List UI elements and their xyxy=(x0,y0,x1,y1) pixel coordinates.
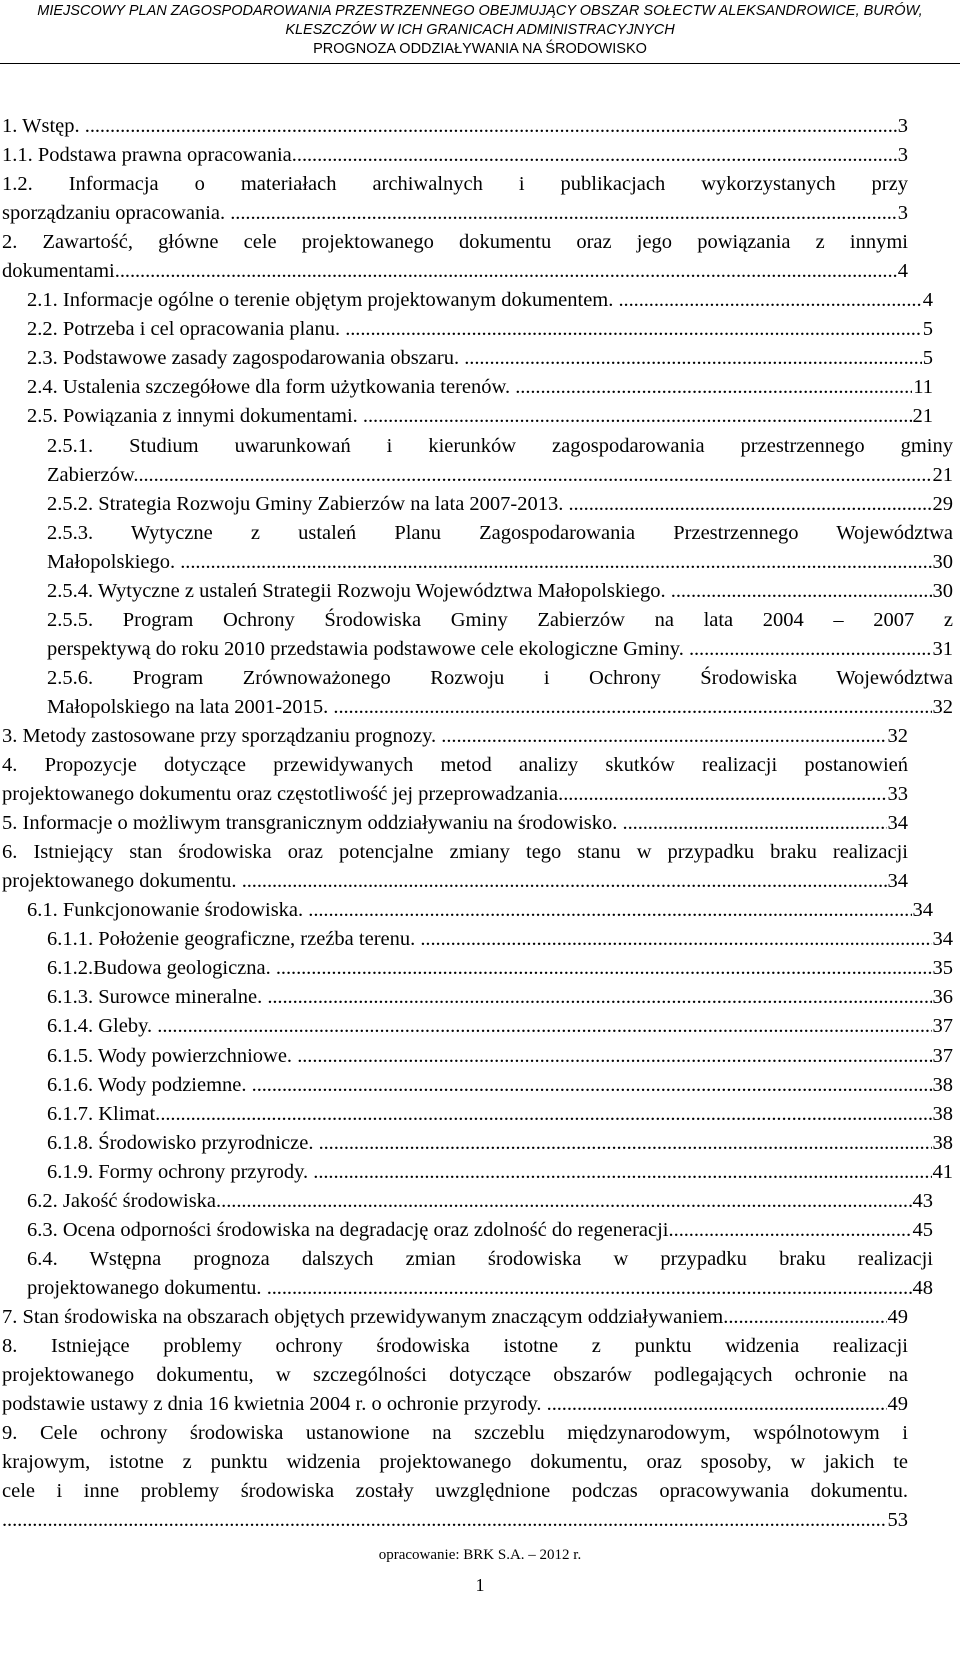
toc-entry-text-line: 2.5.5. Program Ochrony Środowiska Gminy Zabierzów na lata 2004 – 2007 z xyxy=(47,608,953,631)
toc-entry[interactable] xyxy=(0,751,960,809)
toc-dot-leader xyxy=(308,896,911,925)
toc-page-number: 11 xyxy=(913,376,933,399)
document-header xyxy=(0,2,960,59)
toc-entry[interactable] xyxy=(0,606,960,664)
toc-entry-title: dokumentami. xyxy=(2,260,120,283)
toc-dot-leader xyxy=(464,344,922,373)
toc-dot-leader xyxy=(160,1100,931,1129)
toc-entry[interactable] xyxy=(0,432,960,490)
toc-entry-last-line xyxy=(47,461,953,490)
toc-entry[interactable] xyxy=(0,1332,960,1419)
toc-dot-leader xyxy=(252,1071,932,1100)
toc-page-number: 35 xyxy=(932,957,953,980)
toc-entry-last-line xyxy=(27,373,933,402)
toc-entry[interactable] xyxy=(0,722,960,751)
toc-page-number: 3 xyxy=(897,202,908,225)
toc-entry-title: 2.5. Powiązania z innymi dokumentami. xyxy=(27,405,363,428)
toc-entry-title: 6.1.3. Surowce mineralne. xyxy=(47,986,268,1009)
toc-entry-title: 6.1.9. Formy ochrony przyrody. xyxy=(47,1160,314,1183)
toc-entry-title: 1.1. Podstawa prawna opracowania. xyxy=(2,144,297,167)
header-title-line-2: KLESZCZÓW W ICH GRANICACH ADMINISTRACYJNYCH xyxy=(285,22,675,38)
toc-entry[interactable] xyxy=(0,344,960,373)
toc-dot-leader xyxy=(85,112,897,141)
toc-page-number: 32 xyxy=(932,695,953,718)
toc-dot-leader xyxy=(276,954,932,983)
toc-dot-leader xyxy=(157,1012,931,1041)
toc-entry-title: 3. Metody zastosowane przy sporządzaniu prognozy. xyxy=(2,724,442,747)
toc-entry-text-line: 6.4. Wstępna prognoza dalszych zmian środowiska w przypadku braku realizacji xyxy=(27,1247,933,1270)
header-divider xyxy=(0,63,960,64)
toc-dot-leader xyxy=(333,693,931,722)
toc-dot-leader xyxy=(221,1187,911,1216)
toc-page-number: 32 xyxy=(887,724,908,747)
toc-dot-leader xyxy=(515,373,912,402)
toc-page-number: 34 xyxy=(912,899,933,922)
toc-entry-last-line xyxy=(47,1042,953,1071)
toc-entry-title: 6.1. Funkcjonowanie środowiska. xyxy=(27,899,309,922)
toc-dot-leader xyxy=(689,635,932,664)
toc-page-number: 34 xyxy=(887,870,908,893)
toc-entry-text-line: 4. Propozycje dotyczące przewidywanych metod analizy skutków realizacji postanowień xyxy=(2,754,908,777)
toc-entry-last-line xyxy=(2,112,908,141)
toc-entry-title: sporządzaniu opracowania. xyxy=(2,202,231,225)
toc-entry[interactable] xyxy=(0,1071,960,1100)
toc-entry-last-line xyxy=(27,896,933,925)
toc-entry-title: 2.2. Potrzeba i cel opracowania planu. xyxy=(27,318,346,341)
toc-entry-last-line xyxy=(2,1303,908,1332)
toc-entry-last-line xyxy=(27,1216,933,1245)
toc-entry-text-line: 6. Istniejący stan środowiska oraz potencjalne zmiany tego stanu w przypadku braku realizacji xyxy=(2,841,908,864)
toc-dot-leader xyxy=(267,983,931,1012)
toc-entry-text-line: 2. Zawartość, główne cele projektowanego dokumentu oraz jego powiązania z innymi xyxy=(2,231,908,254)
toc-entry-text-line: 2.5.6. Program Zrównoważonego Rozwoju i Ochrony Środowiska Województwa xyxy=(47,666,953,689)
toc-entry[interactable] xyxy=(0,1012,960,1041)
toc-entry-title: 5. Informacje o możliwym transgranicznym oddziaływaniu na środowisko. xyxy=(2,812,623,835)
toc-entry-title: 6.1.7. Klimat. xyxy=(47,1102,161,1125)
toc-dot-leader xyxy=(2,1506,887,1535)
toc-page-number: 34 xyxy=(932,928,953,951)
toc-entry-last-line xyxy=(47,925,953,954)
toc-page-number: 33 xyxy=(887,783,908,806)
toc-page-number: 30 xyxy=(932,579,953,602)
toc-entry-title: projektowanego dokumentu oraz częstotliwość jej przeprowadzania xyxy=(2,783,559,806)
toc-entry-last-line xyxy=(27,286,933,315)
toc-entry-title: 6.1.6. Wody podziemne. xyxy=(47,1073,252,1096)
toc-entry[interactable] xyxy=(0,1245,960,1303)
toc-entry-text-line: 8. Istniejące problemy ochrony środowiska istotne z punktu widzenia realizacji xyxy=(2,1334,908,1357)
toc-page-number: 48 xyxy=(912,1276,933,1299)
toc-entry-text-line: krajowym, istotne z punktu widzenia projektowanego dokumentu, oraz sposoby, w jakich te xyxy=(2,1451,908,1474)
toc-page-number: 3 xyxy=(897,144,908,167)
toc-dot-leader xyxy=(180,548,931,577)
toc-entry-text-line: 2.5.1. Studium uwarunkowań i kierunków zagospodarowania przestrzennego gminy xyxy=(47,434,953,457)
toc-dot-leader xyxy=(120,257,897,286)
toc-entry[interactable] xyxy=(0,1042,960,1071)
toc-entry[interactable] xyxy=(0,809,960,838)
toc-dot-leader xyxy=(363,402,912,431)
toc-entry[interactable] xyxy=(0,373,960,402)
toc-page-number: 53 xyxy=(887,1509,908,1532)
toc-page-number: 30 xyxy=(932,550,953,573)
toc-page-number: 37 xyxy=(932,1044,953,1067)
toc-dot-leader xyxy=(569,490,932,519)
toc-entry[interactable] xyxy=(0,1187,960,1216)
toc-page-number: 38 xyxy=(932,1131,953,1154)
toc-page-number: 29 xyxy=(932,492,953,515)
toc-entry-title: 2.5.4. Wytyczne z ustaleń Strategii Rozwoju Województwa Małopolskiego. xyxy=(47,579,671,602)
toc-dot-leader xyxy=(441,722,886,751)
toc-entry-last-line xyxy=(27,402,933,431)
toc-entry[interactable] xyxy=(0,490,960,519)
toc-entry[interactable] xyxy=(0,519,960,577)
toc-entry-last-line xyxy=(2,199,908,228)
toc-entry[interactable] xyxy=(0,1303,960,1332)
toc-entry[interactable] xyxy=(0,1129,960,1158)
table-of-contents xyxy=(0,112,960,1535)
toc-dot-leader xyxy=(619,286,922,315)
toc-entry-last-line xyxy=(2,867,908,896)
toc-entry[interactable] xyxy=(0,954,960,983)
toc-entry-last-line xyxy=(47,577,953,606)
toc-entry-title: Małopolskiego. xyxy=(47,550,181,573)
toc-page-number: 21 xyxy=(912,405,933,428)
toc-entry-last-line xyxy=(27,1187,933,1216)
toc-page-number: 3 xyxy=(897,115,908,137)
toc-entry-title: projektowanego dokumentu. xyxy=(2,870,242,893)
toc-page-number: 4 xyxy=(922,289,933,312)
toc-entry-last-line xyxy=(47,1158,953,1187)
toc-page-number: 4 xyxy=(897,260,908,283)
toc-entry-last-line xyxy=(47,1071,953,1100)
toc-page-number: 38 xyxy=(932,1073,953,1096)
toc-page-number: 5 xyxy=(922,347,933,370)
toc-entry-last-line xyxy=(2,809,908,838)
toc-entry-last-line xyxy=(2,141,908,170)
page-number: 1 xyxy=(475,1575,485,1595)
toc-entry[interactable] xyxy=(0,315,960,344)
toc-entry-last-line xyxy=(27,315,933,344)
toc-page-number: 43 xyxy=(912,1189,933,1212)
toc-page-number: 41 xyxy=(932,1160,953,1183)
toc-page-number: 49 xyxy=(887,1393,908,1416)
header-title-line-1: MIEJSCOWY PLAN ZAGOSPODAROWANIA PRZESTRZENNEGO OBEJMUJĄCY OBSZAR SOŁECTW ALEKSANDROWICE, BURÓW, xyxy=(37,3,923,19)
toc-dot-leader xyxy=(297,141,897,170)
toc-dot-leader xyxy=(420,925,931,954)
toc-entry-title: podstawie ustawy z dnia 16 kwietnia 2004 r. o ochronie przyrody. xyxy=(2,1393,547,1416)
toc-entry[interactable] xyxy=(0,664,960,722)
toc-entry[interactable] xyxy=(0,286,960,315)
toc-entry-title: projektowanego dokumentu. xyxy=(27,1276,267,1299)
toc-entry[interactable] xyxy=(0,1100,960,1129)
toc-entry-last-line xyxy=(47,693,953,722)
toc-page-number: 34 xyxy=(887,812,908,835)
header-subtitle: PROGNOZA ODDZIAŁYWANIA NA ŚRODOWISKO xyxy=(313,41,647,57)
toc-page-number: 45 xyxy=(912,1218,933,1241)
toc-entry-last-line xyxy=(2,722,908,751)
toc-entry-title: 6.2. Jakość środowiska. xyxy=(27,1189,222,1212)
toc-entry-text-line: 2.5.3. Wytyczne z ustaleń Planu Zagospodarowania Przestrzennego Województwa xyxy=(47,521,953,544)
toc-dot-leader xyxy=(313,1158,931,1187)
toc-entry-title: 6.1.5. Wody powierzchniowe. xyxy=(47,1044,298,1067)
toc-entry[interactable] xyxy=(0,112,960,141)
toc-entry-title: 2.5.2. Strategia Rozwoju Gminy Zabierzów na lata 2007-2013. xyxy=(47,492,569,515)
toc-entry-title: 7. Stan środowiska na obszarach objętych przewidywanym znaczącym oddziaływaniem. xyxy=(2,1305,729,1328)
toc-entry[interactable] xyxy=(0,577,960,606)
toc-entry[interactable] xyxy=(0,402,960,431)
toc-entry[interactable] xyxy=(0,1419,960,1535)
toc-dot-leader xyxy=(242,867,887,896)
toc-dot-leader xyxy=(674,1216,912,1245)
toc-entry[interactable] xyxy=(0,983,960,1012)
toc-entry-title: Zabierzów. xyxy=(47,463,139,486)
toc-entry-text-line: cele i inne problemy środowiska zostały uwzględnione podczas opracowywania dokumentu. xyxy=(2,1480,908,1503)
toc-entry-text-line: 1.2. Informacja o materiałach archiwalnych i publikacjach wykorzystanych przy xyxy=(2,173,908,196)
toc-entry-title: 6.1.1. Położenie geograficzne, rzeźba terenu. xyxy=(47,928,421,951)
toc-page-number: 36 xyxy=(932,986,953,1009)
toc-entry-title: 2.4. Ustalenia szczegółowe dla form użytkowania terenów. xyxy=(27,376,516,399)
footer-credit: opracowanie: BRK S.A. – 2012 r. xyxy=(378,1547,582,1563)
toc-dot-leader xyxy=(345,315,922,344)
toc-dot-leader xyxy=(623,809,887,838)
toc-dot-leader xyxy=(319,1129,932,1158)
toc-entry[interactable] xyxy=(0,1158,960,1187)
toc-entry-last-line xyxy=(47,983,953,1012)
toc-page-number: 31 xyxy=(932,637,953,660)
toc-entry-last-line xyxy=(2,780,908,809)
toc-dot-leader xyxy=(297,1042,931,1071)
toc-entry-text-line: 9. Cele ochrony środowiska ustanowione na szczeblu międzynarodowym, wspólnotowym i xyxy=(2,1422,908,1445)
toc-entry-last-line xyxy=(27,1274,933,1303)
toc-dot-leader xyxy=(728,1303,886,1332)
toc-dot-leader xyxy=(547,1390,887,1419)
toc-entry[interactable] xyxy=(0,170,960,228)
toc-entry-last-line xyxy=(2,1390,908,1419)
toc-dot-leader xyxy=(230,199,897,228)
toc-entry-last-line xyxy=(47,490,953,519)
toc-entry[interactable] xyxy=(0,838,960,896)
toc-entry-title: 2.1. Informacje ogólne o terenie objętym projektowanym dokumentem. xyxy=(27,289,619,312)
toc-entry-title: 2.3. Podstawowe zasady zagospodarowania obszaru. xyxy=(27,347,465,370)
toc-entry-last-line xyxy=(2,1506,908,1535)
toc-entry-last-line xyxy=(47,1100,953,1129)
toc-page-number: 5 xyxy=(922,318,933,341)
toc-entry[interactable] xyxy=(0,228,960,286)
toc-entry-title: 6.1.4. Gleby. xyxy=(47,1015,158,1038)
toc-dot-leader xyxy=(138,461,931,490)
toc-dot-leader xyxy=(267,1274,912,1303)
toc-entry-last-line xyxy=(27,344,933,373)
toc-entry-title: 6.1.8. Środowisko przyrodnicze. xyxy=(47,1131,319,1154)
toc-page-number: 21 xyxy=(932,463,953,486)
toc-entry-title: 6.1.2.Budowa geologiczna. xyxy=(47,957,276,980)
toc-entry-last-line xyxy=(47,954,953,983)
toc-entry[interactable] xyxy=(0,896,960,925)
toc-dot-leader xyxy=(558,780,886,809)
toc-entry-last-line xyxy=(2,257,908,286)
toc-page-number: 49 xyxy=(887,1305,908,1328)
toc-entry-text-line: projektowanego dokumentu, w szczególności dotyczące obszarów podlegających ochronie na xyxy=(2,1364,908,1387)
toc-entry[interactable] xyxy=(0,925,960,954)
toc-entry-last-line xyxy=(47,635,953,664)
toc-dot-leader xyxy=(671,577,932,606)
toc-entry-last-line xyxy=(47,1012,953,1041)
toc-entry-title: perspektywą do roku 2010 przedstawia podstawowe cele ekologiczne Gminy. xyxy=(47,637,689,660)
toc-entry-title: Małopolskiego na lata 2001-2015. xyxy=(47,695,334,718)
toc-entry-last-line xyxy=(47,1129,953,1158)
toc-entry-last-line xyxy=(47,548,953,577)
toc-entry[interactable] xyxy=(0,141,960,170)
toc-page-number: 38 xyxy=(932,1102,953,1125)
toc-page-number: 37 xyxy=(932,1015,953,1038)
toc-entry-title: 1. Wstęp. xyxy=(2,115,85,137)
toc-entry-title: 6.3. Ocena odporności środowiska na degradację oraz zdolność do regeneracji. xyxy=(27,1218,674,1241)
toc-entry[interactable] xyxy=(0,1216,960,1245)
